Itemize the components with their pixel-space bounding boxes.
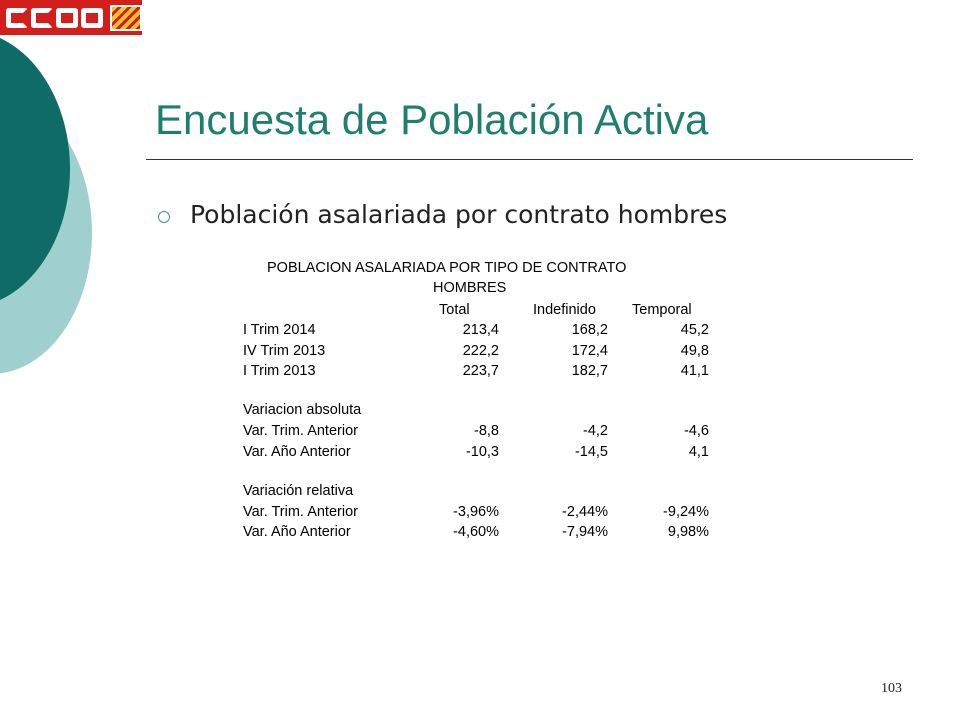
row-label: Var. Trim. Anterior (243, 423, 358, 439)
aragon-flag-icon (110, 5, 142, 31)
cell-temporal: -9,24% (663, 504, 709, 520)
cell-temporal: 41,1 (680, 363, 709, 379)
cell-indefinido: -7,94% (562, 524, 608, 540)
cell-total: -8,8 (474, 423, 499, 439)
column-header-total: Total (439, 302, 470, 318)
column-header-temporal: Temporal (632, 302, 692, 318)
cell-indefinido: 168,2 (571, 322, 608, 338)
cell-temporal: 4,1 (688, 444, 709, 460)
title-divider (146, 159, 913, 160)
cell-total: 213,4 (462, 322, 499, 338)
table-title: POBLACION ASALARIADA POR TIPO DE CONTRATO (267, 260, 627, 276)
section-heading-relative: Variación relativa (243, 483, 354, 499)
table-row (243, 444, 713, 464)
cell-total: -3,96% (453, 504, 499, 520)
table-row (243, 322, 713, 342)
cell-indefinido: 172,4 (571, 343, 608, 359)
cell-indefinido: 182,7 (571, 363, 608, 379)
cell-temporal: -4,6 (684, 423, 709, 439)
bullet-item (158, 200, 727, 229)
ccoo-logo (0, 0, 144, 35)
cell-temporal: 9,98% (667, 524, 709, 540)
table-subtitle: HOMBRES (433, 280, 507, 296)
cell-temporal: 49,8 (680, 343, 709, 359)
row-label: I Trim 2014 (243, 322, 316, 338)
row-label: I Trim 2013 (243, 363, 316, 379)
cell-temporal: 45,2 (680, 322, 709, 338)
table-row (243, 524, 713, 544)
logo-letters (6, 8, 106, 28)
logo-letter-o (56, 8, 78, 28)
table-row (243, 504, 713, 524)
cell-indefinido: -2,44% (562, 504, 608, 520)
data-table (243, 258, 743, 548)
cell-total: 222,2 (462, 343, 499, 359)
table-row (243, 423, 713, 443)
cell-indefinido: -14,5 (574, 444, 608, 460)
row-label: Var. Año Anterior (243, 444, 351, 460)
slide-title: Encuesta de Población Activa (155, 96, 709, 143)
row-label: Var. Trim. Anterior (243, 504, 358, 520)
section-heading-absolute: Variacion absoluta (243, 402, 362, 418)
page-number: 103 (881, 681, 902, 696)
column-header-indefinido: Indefinido (533, 302, 596, 318)
cell-total: -4,60% (453, 524, 499, 540)
row-label: Var. Año Anterior (243, 524, 351, 540)
cell-indefinido: -4,2 (583, 423, 608, 439)
table-row (243, 343, 713, 363)
circle-bullet-icon (158, 211, 170, 223)
bullet-text: Población asalariada por contrato hombres (190, 200, 728, 229)
logo-letter-c (6, 8, 28, 28)
logo-letter-c (31, 8, 53, 28)
cell-total: -10,3 (465, 444, 499, 460)
cell-total: 223,7 (462, 363, 499, 379)
table-row (243, 363, 713, 383)
row-label: IV Trim 2013 (243, 343, 326, 359)
logo-letter-o (81, 8, 103, 28)
